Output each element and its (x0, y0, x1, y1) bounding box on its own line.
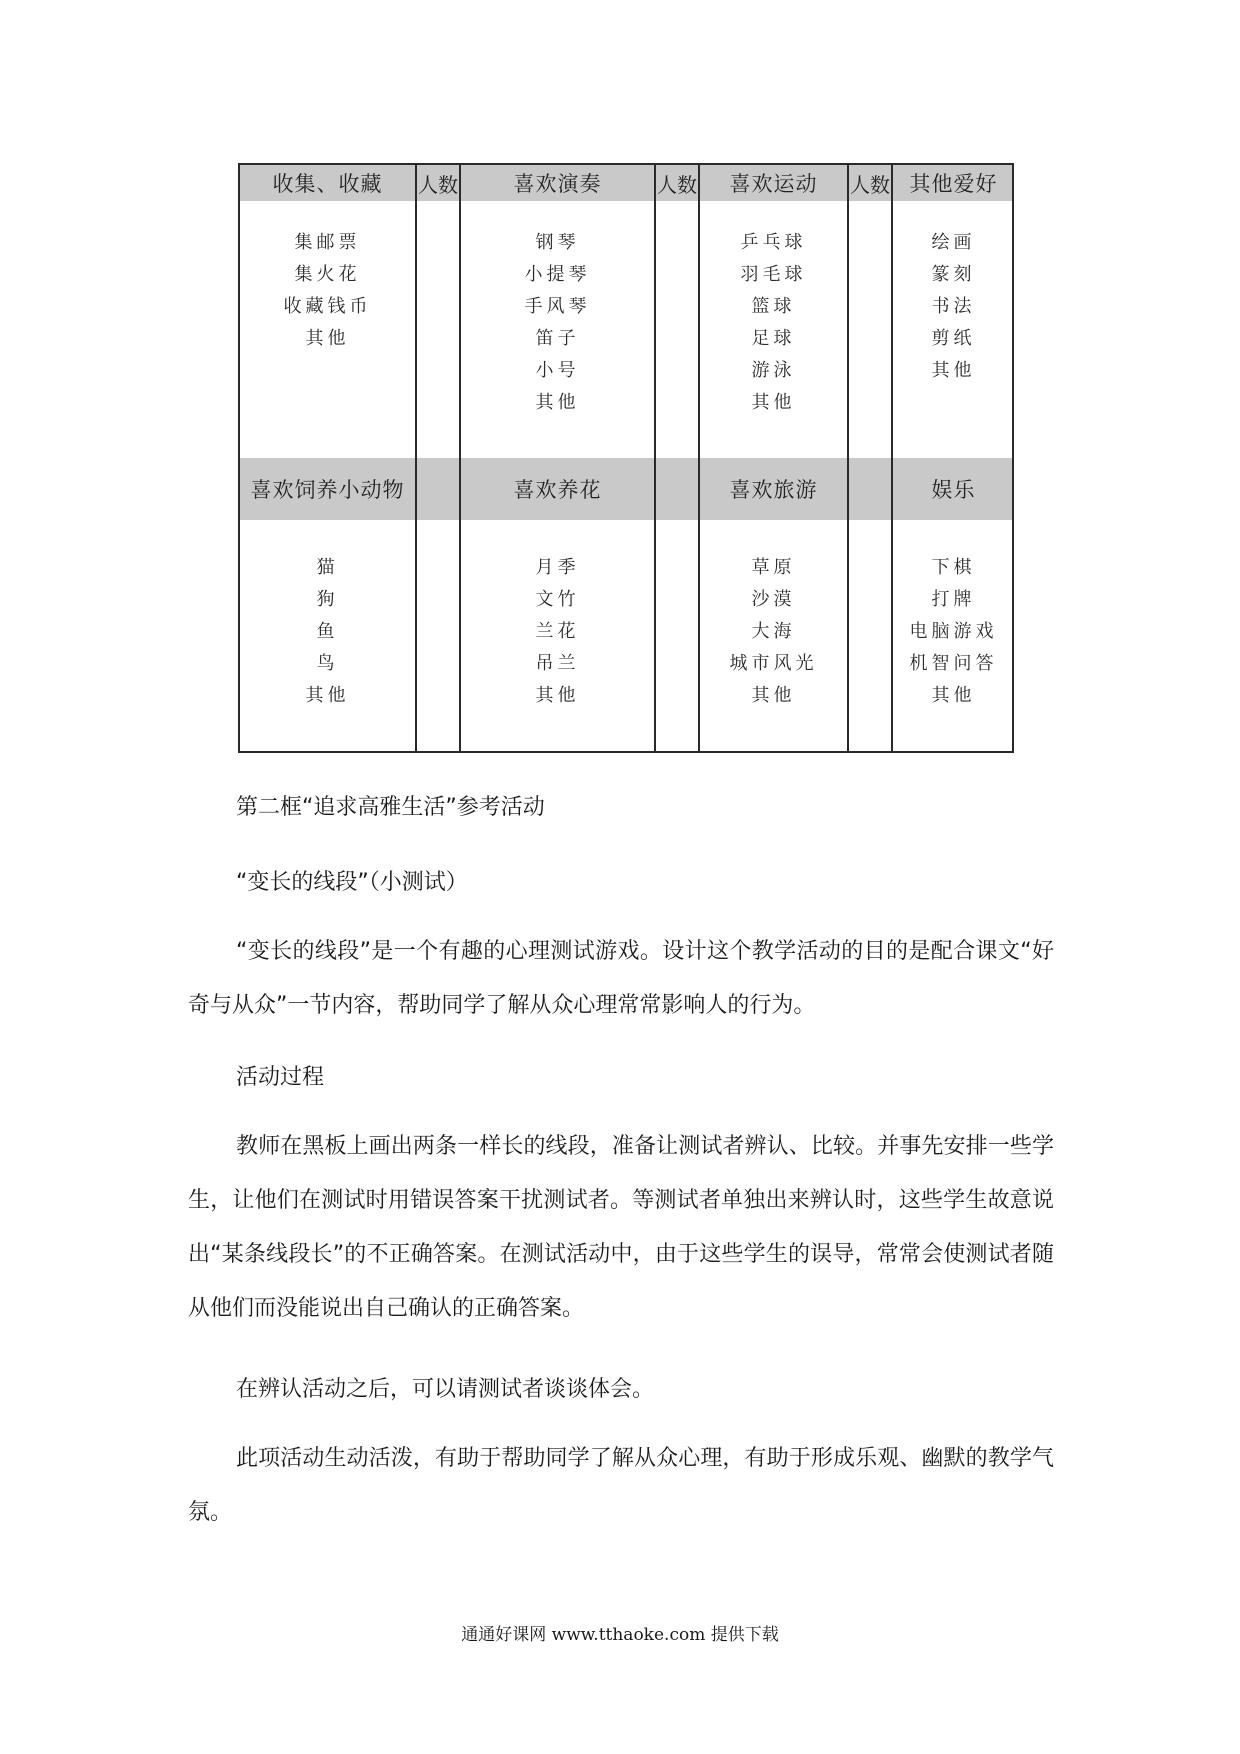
header-travel: 喜欢旅游 (729, 478, 818, 502)
header-music: 喜欢演奏 (513, 172, 602, 196)
list-item: 沙漠 (751, 589, 796, 610)
column-divider (847, 165, 849, 751)
travel-list (700, 552, 847, 712)
list-item: 城市风光 (729, 653, 818, 674)
list-item: 手风琴 (524, 296, 591, 317)
list-item: 下棋 (931, 557, 976, 578)
pets-list (240, 552, 415, 712)
list-item: 鱼 (316, 621, 339, 642)
header-entertainment: 娱乐 (931, 478, 976, 502)
section-title: 第二框“追求高雅生活”参考活动 (236, 795, 545, 820)
list-item: 乒乓球 (740, 232, 807, 253)
header-flowers: 喜欢养花 (513, 478, 602, 502)
list-item: 文竹 (535, 589, 580, 610)
list-item: 其他 (535, 685, 580, 706)
header-count: 人数 (850, 172, 890, 197)
list-item: 小提琴 (524, 264, 591, 285)
list-item: 草原 (751, 557, 796, 578)
list-item: 鸟 (316, 653, 339, 674)
list-item: 绘画 (931, 232, 976, 253)
list-item: 书法 (931, 296, 976, 317)
page-footer: 通通好课网 www.tthaoke.com 提供下载 (461, 1625, 779, 1645)
list-item: 其他 (931, 685, 976, 706)
other-hobbies-list (893, 227, 1014, 387)
list-item: 集火花 (294, 264, 361, 285)
list-item: 剪纸 (931, 328, 976, 349)
process-paragraph: 教师在黑板上画出两条一样长的线段，准备让测试者辨认、比较。并事先安排一些学生，让他们在测试时用错误答案干扰测试者。等测试者单独出来辨认时，这些学生故意说出“某条线段长”的不正确答案。在测试活动中，由于这些学生的误导，常常会使测试者随从他们而没能说出自己确认的正确答案。 (188, 1134, 1054, 1321)
list-item: 篆刻 (931, 264, 976, 285)
list-item: 电脑游戏 (909, 621, 998, 642)
list-item: 篮球 (751, 296, 796, 317)
header-collecting: 收集、收藏 (272, 172, 383, 196)
list-item: 其他 (751, 392, 796, 413)
conclusion-paragraph: 此项活动生动活泼，有助于帮助同学了解从众心理，有助于形成乐观、幽默的教学气氛。 (188, 1446, 1054, 1525)
list-item: 其他 (305, 328, 350, 349)
hobby-survey-table (238, 163, 1014, 753)
flowers-list (461, 552, 654, 712)
list-item: 狗 (316, 589, 339, 610)
list-item: 机智问答 (909, 653, 998, 674)
list-item: 集邮票 (294, 232, 361, 253)
activity-title: “变长的线段”（小测试） (236, 870, 468, 895)
intro-paragraph: “变长的线段”是一个有趣的心理测试游戏。设计这个教学活动的目的是配合课文“好奇与从众”一节内容，帮助同学了解从众心理常常影响人的行为。 (188, 939, 1054, 1018)
list-item: 大海 (751, 621, 796, 642)
header-count: 人数 (657, 172, 697, 197)
header-count: 人数 (418, 172, 458, 197)
list-item: 游泳 (751, 360, 796, 381)
collecting-list (240, 227, 415, 355)
after-paragraph: 在辨认活动之后，可以请测试者谈谈体会。 (236, 1377, 655, 1402)
sports-list (700, 227, 847, 419)
list-item: 猫 (316, 557, 339, 578)
header-other-hobbies: 其他爱好 (909, 172, 998, 196)
list-item: 打牌 (931, 589, 976, 610)
entertainment-list (893, 552, 1014, 712)
header-sports: 喜欢运动 (729, 172, 818, 196)
list-item: 小号 (535, 360, 580, 381)
column-divider (654, 165, 656, 751)
list-item: 笛子 (535, 328, 580, 349)
process-heading: 活动过程 (236, 1065, 325, 1090)
list-item: 其他 (305, 685, 350, 706)
list-item: 吊兰 (535, 653, 580, 674)
list-item: 兰花 (535, 621, 580, 642)
list-item: 其他 (535, 392, 580, 413)
header-pets: 喜欢饲养小动物 (250, 478, 405, 502)
music-list (461, 227, 654, 419)
column-divider (415, 165, 417, 751)
list-item: 钢琴 (535, 232, 580, 253)
list-item: 足球 (751, 328, 796, 349)
list-item: 其他 (931, 360, 976, 381)
list-item: 羽毛球 (740, 264, 807, 285)
list-item: 月季 (535, 557, 580, 578)
list-item: 收藏钱币 (283, 296, 372, 317)
list-item: 其他 (751, 685, 796, 706)
